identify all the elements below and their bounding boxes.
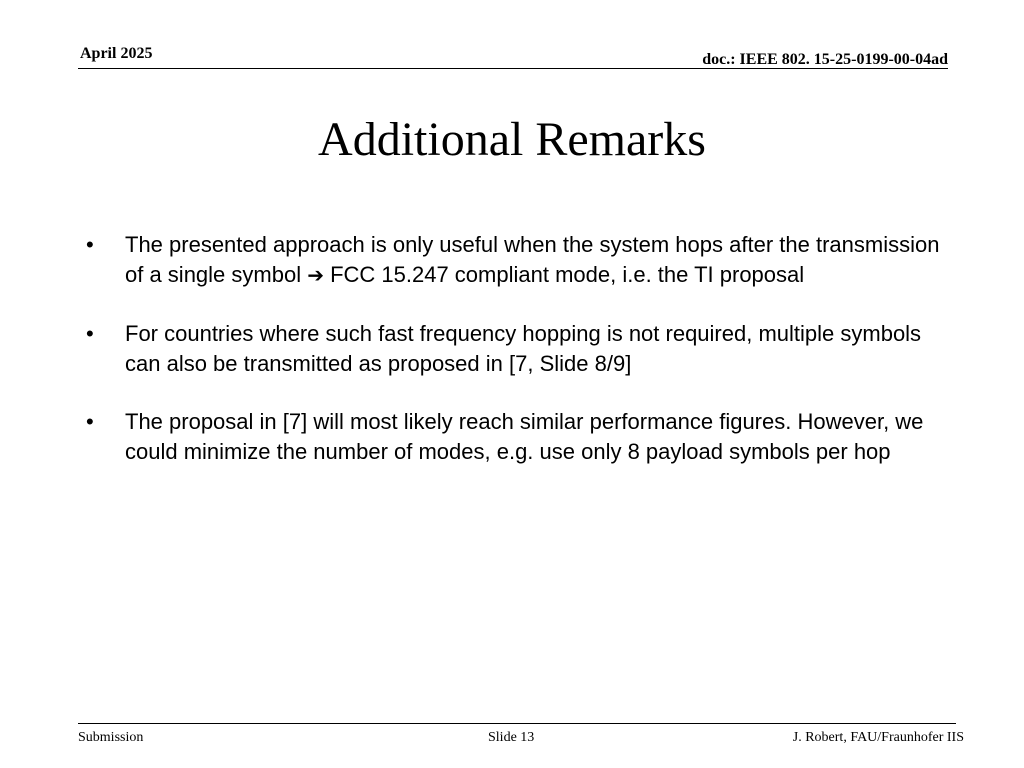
bullet-item-3 — [84, 407, 944, 466]
bullet-text-1b: FCC 15.247 compliant mode, i.e. the TI proposal — [323, 261, 805, 287]
bullet-marker: • — [86, 321, 94, 346]
bullet-text-1a: The presented approach is only useful when the system hops after the transmission of a single symbol — [125, 232, 940, 287]
header-doc-id: doc.: IEEE 802. 15-25-0199-00-04ad — [702, 51, 948, 68]
footer-author: J. Robert, FAU/Fraunhofer IIS — [792, 730, 964, 745]
slide-title: Additional Remarks — [318, 113, 706, 166]
bullet-item-1 — [84, 230, 944, 290]
bullet-marker: • — [86, 409, 94, 434]
bullet-text-3: The proposal in [7] will most likely reach similar performance figures. However, we could minimize the number of modes, e.g. use only 8 payload symbols per hop — [125, 409, 924, 464]
bullet-marker: • — [86, 232, 94, 257]
footer-submission: Submission — [78, 730, 144, 745]
bullet-item-2 — [84, 319, 944, 378]
bullet-list — [84, 230, 944, 495]
right-arrow-icon: ➔ — [307, 262, 324, 287]
header-date: April 2025 — [80, 45, 153, 62]
footer-divider — [78, 723, 956, 724]
bullet-text-2: For countries where such fast frequency hopping is not required, multiple symbols can also be transmitted as proposed in [7, Slide 8/9] — [125, 321, 922, 376]
footer-slide-number: Slide 13 — [488, 730, 535, 745]
header-divider — [78, 68, 948, 69]
